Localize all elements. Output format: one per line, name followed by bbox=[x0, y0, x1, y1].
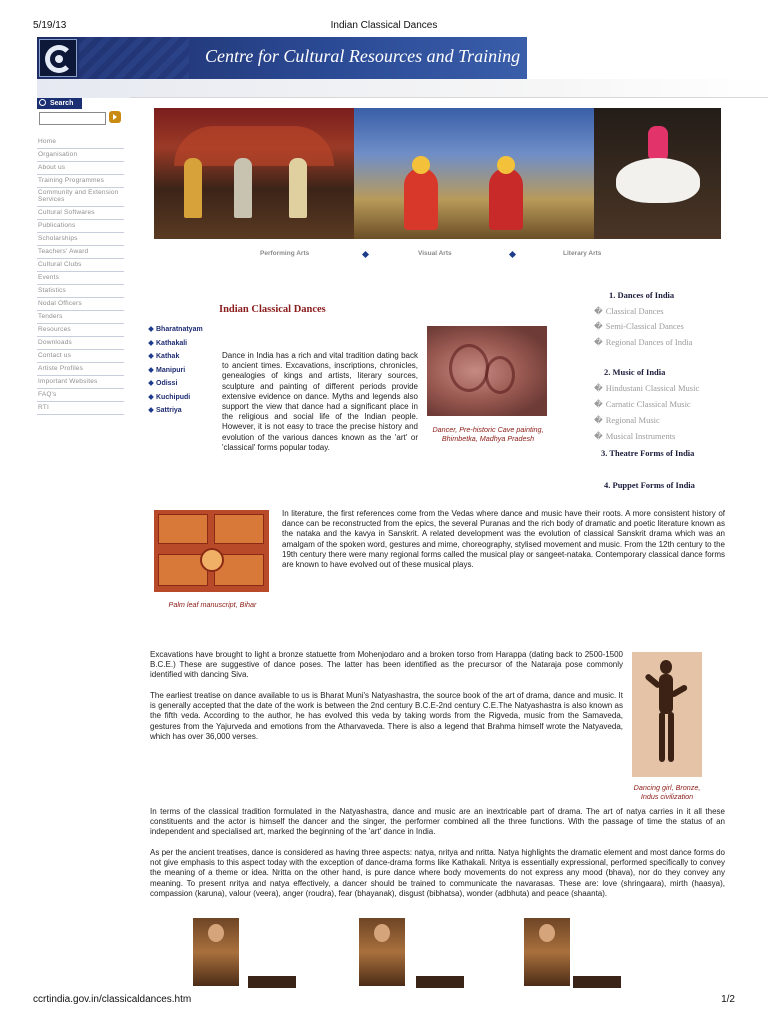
menu-regional-dances[interactable]: � Regional Dances of India bbox=[594, 337, 693, 347]
intro-paragraph: Dance in India has a rich and vital tradition dating back to ancient times. Excavations, inscriptions, chronicles, genealogies of kings and artists, literary sources, sculpture and painting of different periods provide extensive evidence on dance. Myths and legends also support the view that dance had a significant place in the religious and social life of the Indian people. However, it is not easy to trace the precise history and evolution of the various dances known as the 'art' or 'classical' forms popular today. bbox=[222, 351, 418, 452]
diamond-icon bbox=[148, 353, 154, 359]
menu-musical-instruments[interactable]: � Musical Instruments bbox=[594, 431, 676, 441]
palm-leaf-image bbox=[154, 510, 269, 592]
paragraph-three-aspects: As per the ancient treatises, dance is considered as having three aspects: natya, nritya and nritta. Natya highlights the dramatic element and most dance forms do not give emphasis to this aspect today with the exception of dance-drama forms like Kathakali. Nritya is essentially expressional, performed specifically to convey the meaning of a theme or idea. Nritta on the other hand, is pure dance where body movements do not express any mood (bhava), nor do they convey any meaning. To present nritya and natya effectively, a dancer should be trained to communicate the navarasas. These are: love (shringaara), mirth (haasya), compassion (karuna), valour (veera), anger (roudra), fear (bhayanak), disgust (bibhatsa), wonder (adbhuta) and peace (shaanta). bbox=[150, 848, 725, 898]
menu-semi-classical-dances[interactable]: � Semi-Classical Dances bbox=[594, 321, 684, 331]
diamond-icon bbox=[362, 251, 369, 258]
print-date: 5/19/13 bbox=[33, 20, 67, 31]
sidebar-item-community[interactable]: Community and Extension Services bbox=[37, 188, 124, 207]
menu-carnatic-music[interactable]: � Carnatic Classical Music bbox=[594, 399, 691, 409]
arts-nav bbox=[154, 250, 721, 260]
dancer-thumbnail[interactable] bbox=[193, 918, 239, 986]
visual-arts-link[interactable]: Visual Arts bbox=[418, 250, 452, 257]
site-banner bbox=[37, 37, 527, 79]
diamond-icon bbox=[148, 367, 154, 373]
print-title: Indian Classical Dances bbox=[330, 20, 438, 31]
sidebar-item-about-us[interactable]: About us bbox=[37, 162, 124, 175]
dance-links bbox=[149, 326, 219, 421]
dancer-thumbnail-small[interactable] bbox=[416, 976, 464, 988]
diamond-icon bbox=[148, 326, 154, 332]
sidebar-item-resources[interactable]: Resources bbox=[37, 324, 124, 337]
sidebar-item-cultural-softwares[interactable]: Cultural Softwares bbox=[37, 207, 124, 220]
dance-link-manipuri[interactable]: Manipuri bbox=[149, 367, 219, 381]
menu-dances-of-india[interactable]: 1. Dances of India bbox=[609, 290, 675, 300]
search-go-button[interactable] bbox=[109, 111, 121, 123]
dancer-thumbnail-small[interactable] bbox=[248, 976, 296, 988]
page-title: Indian Classical Dances bbox=[219, 304, 326, 315]
dance-link-kathakali[interactable]: Kathakali bbox=[149, 340, 219, 354]
sidebar-item-downloads[interactable]: Downloads bbox=[37, 337, 124, 350]
sidebar-item-faqs[interactable]: FAQ's bbox=[37, 389, 124, 402]
palm-caption: Palm leaf manuscript, Bihar bbox=[168, 600, 257, 609]
sidebar-item-scholarships[interactable]: Scholarships bbox=[37, 233, 124, 246]
sidebar-item-training-programmes[interactable]: Training Programmes bbox=[37, 175, 124, 188]
menu-puppet-forms[interactable]: 4. Puppet Forms of India bbox=[604, 480, 695, 490]
site-name: Centre for Cultural Resources and Training bbox=[205, 46, 521, 66]
menu-regional-music[interactable]: � Regional Music bbox=[594, 415, 660, 425]
hero-image bbox=[154, 108, 721, 239]
sidebar-nav bbox=[37, 136, 124, 415]
bronze-dancer-image bbox=[632, 652, 702, 777]
print-url: ccrtindia.gov.in/classicaldances.htm bbox=[33, 994, 192, 1005]
menu-music-of-india[interactable]: 2. Music of India bbox=[604, 367, 666, 377]
dancer-thumbnail-small[interactable] bbox=[573, 976, 621, 988]
menu-classical-dances[interactable]: � Classical Dances bbox=[594, 306, 664, 316]
cave-painting-image bbox=[427, 326, 547, 416]
sidebar-item-important-websites[interactable]: Important Websites bbox=[37, 376, 124, 389]
paragraph-literature: In literature, the first references come from the Vedas where dance and music have their roots. A more consistent history of dance can be reconstructed from the epics, the several Puranas and the rich body of dramatic and poetic literature known as the nataka and the kavya in Sanskrit. A related development was the evolution of classical Sanskrit drama which was an amalgam of the spoken word, gestures and mime, choreography, stylised movement and music. From the 12th century to the 19th century there were many regional forms called the musical play or sangeet-nataka. Contemporary classical dance forms are known to have evolved out of these musical plays. bbox=[282, 509, 725, 570]
sidebar-item-tenders[interactable]: Tenders bbox=[37, 311, 124, 324]
search-label: Search bbox=[37, 98, 82, 109]
sidebar-item-home[interactable]: Home bbox=[37, 136, 124, 149]
paragraph-excavations: Excavations have brought to light a bronze statuette from Mohenjodaro and a broken torso from Harappa (dating back to 2500-1500 B.C.E.) These are suggestive of dance poses. The latter has been identified as the precursor of the Nataraja pose commonly identified with dancing Siva. bbox=[150, 650, 623, 680]
paragraph-classical-tradition: In terms of the classical tradition formulated in the Natyashastra, dance and music are an inextricable part of drama. The art of natya carries in it all these constituents and the actor is himself the dancer and the singer, the performer combined all the three functions. With the passage of time the status of an independent and specialised art, marked the beginning of the 'art' dance in India. bbox=[150, 807, 725, 837]
diamond-icon bbox=[148, 380, 154, 386]
diamond-icon bbox=[148, 394, 154, 400]
sidebar-item-contact-us[interactable]: Contact us bbox=[37, 350, 124, 363]
cave-caption: Dancer, Pre-historic Cave painting, Bhimbetka, Madhya Pradesh bbox=[432, 425, 544, 443]
dance-link-sattriya[interactable]: Sattriya bbox=[149, 407, 219, 421]
bronze-caption: Dancing girl, Bronze, Indus civilization bbox=[633, 783, 701, 801]
sidebar-item-cultural-clubs[interactable]: Cultural Clubs bbox=[37, 259, 124, 272]
dance-link-kuchipudi[interactable]: Kuchipudi bbox=[149, 394, 219, 408]
sidebar-item-events[interactable]: Events bbox=[37, 272, 124, 285]
sidebar-item-publications[interactable]: Publications bbox=[37, 220, 124, 233]
diamond-icon bbox=[509, 251, 516, 258]
menu-hindustani-music[interactable]: � Hindustani Classical Music bbox=[594, 383, 700, 393]
sidebar-item-rti[interactable]: RTI bbox=[37, 402, 124, 415]
sidebar-item-statistics[interactable]: Statistics bbox=[37, 285, 124, 298]
menu-theatre-forms[interactable]: 3. Theatre Forms of India bbox=[601, 448, 695, 458]
paragraph-natyashastra: The earliest treatise on dance available to us is Bharat Muni's Natyashastra, the source book of the art of drama, dance and music. It is generally accepted that the date of the work is between the 2nd century B.C.E-2nd century C.E.The Natyashastra is also known as the fifth veda. According to the author, he has evolved this veda by taking words from the Rigveda, music from the Samaveda, gestures from the Yajurveda and emotions from the Atharvaveda. There is also a legend that Brahma himself wrote the Natyaveda, which has over 36,000 verses. bbox=[150, 691, 623, 741]
dancer-thumbnail[interactable] bbox=[524, 918, 570, 986]
sidebar-item-artiste-profiles[interactable]: Artiste Profiles bbox=[37, 363, 124, 376]
diamond-icon bbox=[148, 340, 154, 346]
search-input[interactable] bbox=[39, 112, 106, 125]
search-icon bbox=[39, 99, 46, 106]
dance-link-kathak[interactable]: Kathak bbox=[149, 353, 219, 367]
dance-link-odissi[interactable]: Odissi bbox=[149, 380, 219, 394]
sidebar-item-teachers-award[interactable]: Teachers' Award bbox=[37, 246, 124, 259]
sidebar-item-organisation[interactable]: Organisation bbox=[37, 149, 124, 162]
sidebar-item-nodal-officers[interactable]: Nodal Officers bbox=[37, 298, 124, 311]
literary-arts-link[interactable]: Literary Arts bbox=[563, 250, 602, 257]
diamond-icon bbox=[148, 407, 154, 413]
ccrt-logo-icon[interactable] bbox=[39, 39, 77, 77]
print-page-number: 1/2 bbox=[721, 994, 735, 1005]
dancer-thumbnail[interactable] bbox=[359, 918, 405, 986]
performing-arts-link[interactable]: Performing Arts bbox=[260, 250, 310, 257]
dance-link-bharatnatyam[interactable]: Bharatnatyam bbox=[149, 326, 219, 340]
